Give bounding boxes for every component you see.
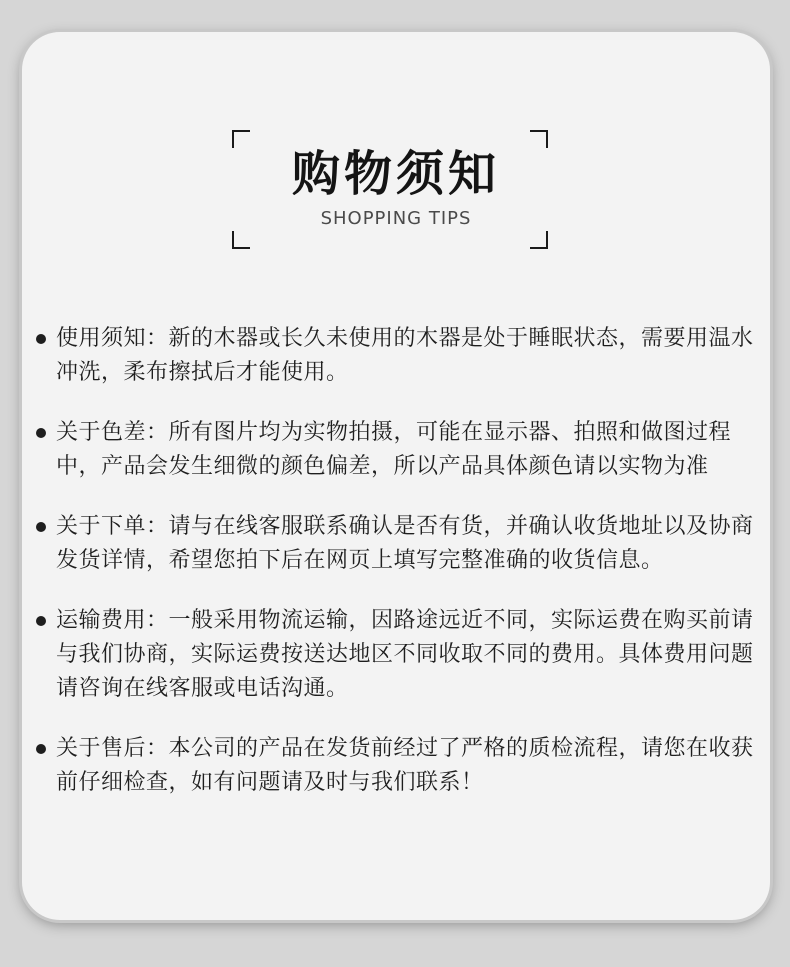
tip-item-color-difference: [34, 416, 754, 484]
bullet-icon: [36, 428, 46, 438]
tip-item-after-sales: [34, 732, 754, 800]
bullet-icon: [36, 522, 46, 532]
bullet-icon: [36, 334, 46, 344]
corner-bracket-bottom-left: [232, 231, 250, 249]
tip-item-usage: [34, 322, 754, 390]
page-subtitle: SHOPPING TIPS: [320, 208, 472, 229]
tip-item-ordering: [34, 510, 754, 578]
tip-text: 关于售后：本公司的产品在发货前经过了严格的质检流程，请您在收获前仔细检查，如有问题请及时与我们联系！: [56, 736, 754, 795]
bullet-icon: [36, 616, 46, 626]
bullet-icon: [36, 744, 46, 754]
tip-text: 使用须知：新的木器或长久未使用的木器是处于睡眠状态，需要用温水冲洗，柔布擦拭后才能使用。: [56, 326, 754, 385]
tip-text: 关于色差：所有图片均为实物拍摄，可能在显示器、拍照和做图过程中，产品会发生细微的颜色偏差，所以产品具体颜色请以实物为准: [56, 420, 732, 479]
corner-bracket-bottom-right: [530, 231, 548, 249]
tip-item-shipping: [34, 604, 754, 706]
tip-text: 关于下单：请与在线客服联系确认是否有货，并确认收货地址以及协商发货详情，希望您拍下后在网页上填写完整准确的收货信息。: [56, 514, 754, 573]
shopping-tips-card: [22, 32, 770, 920]
tip-text: 运输费用：一般采用物流运输，因路途远近不同，实际运费在购买前请与我们协商，实际运费按送达地区不同收取不同的费用。具体费用问题请咨询在线客服或电话沟通。: [56, 608, 754, 701]
page-title: 购物须知: [291, 146, 500, 202]
tips-list: [34, 322, 754, 800]
